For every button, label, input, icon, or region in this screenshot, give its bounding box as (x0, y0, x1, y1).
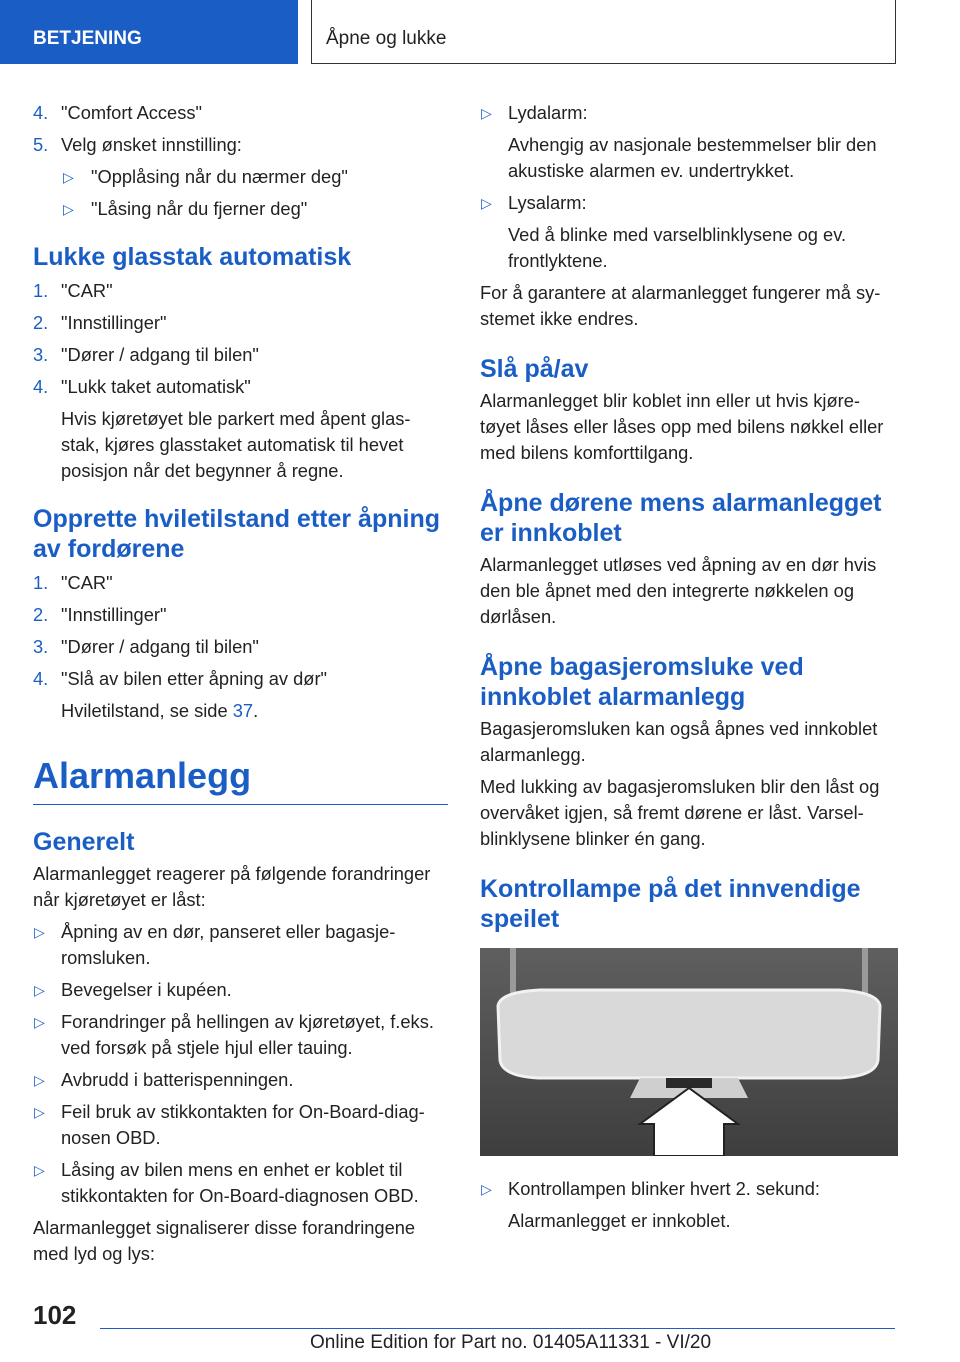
list-item: 4. "Comfort Access" (33, 102, 202, 123)
section-tab: BETJENING (0, 0, 298, 64)
triangle-bullet-icon: ▷ (34, 982, 45, 998)
bullet-item: ▷ Åpning av en dør, panseret eller bagasje‐ romsluken. (34, 921, 396, 968)
heading-hviletilstand: Opprette hviletilstand etter åpning av fordørene (33, 505, 440, 563)
triangle-bullet-icon: ▷ (63, 169, 74, 185)
generelt-outro: Alarmanlegget signaliserer disse forandringene med lyd og lys: (33, 1217, 416, 1264)
bullet-item: ▷ Lydalarm: (480, 100, 898, 126)
triangle-bullet-icon: ▷ (481, 105, 492, 121)
triangle-bullet-icon: ▷ (34, 924, 45, 940)
triangle-bullet-icon: ▷ (34, 1162, 45, 1178)
list-item: 3. "Dører / adgang til bilen" (33, 636, 259, 657)
bullet-item: ▷ Kontrollampen blinker hvert 2. sekund: (480, 1176, 898, 1202)
heading-kontrollampe: Kontrollampe på det innvendige speilet (480, 875, 861, 933)
bagasje-text-1: Bagasjeromsluken kan også åpnes ved innkoblet alarmanlegg. (480, 718, 878, 765)
heading-slaa-paa-av: Slå på/av (480, 355, 589, 383)
page-link[interactable]: 37 (232, 700, 254, 721)
bagasje-text-2: Med lukking av bagasjeromsluken blir den låst og overvåket igjen, så fremt dørene er låst. Varsel‐ blinklysene blinker én gang. (480, 776, 880, 849)
list-item: 1. "CAR" (33, 572, 113, 593)
hvile-note: Hviletilstand, se side 37. (61, 700, 259, 721)
list-item: 3. "Dører / adgang til bilen" (33, 344, 259, 365)
garanti-text: For å garantere at alarmanlegget fungerer må sy‐ stemet ikke endres. (480, 282, 881, 329)
triangle-bullet-icon: ▷ (63, 201, 74, 217)
bullet-item: ▷ Bevegelser i kupéen. (33, 977, 448, 1003)
right-column (480, 100, 898, 1234)
left-column (33, 100, 448, 1267)
bullet-item: ▷ Lysalarm: (480, 190, 898, 216)
generelt-intro: Alarmanlegget reagerer på følgende forandringer når kjøretøyet er låst: (33, 863, 431, 910)
page-number: 102 (33, 1300, 77, 1330)
slaa-text: Alarmanlegget blir koblet inn eller ut hvis kjøre‐ tøyet låses eller låses opp med bilens nøkkel eller med bilens komforttilgang. (480, 390, 884, 463)
list-item: 4. "Lukk taket automatisk" (33, 376, 251, 397)
heading-glasstak: Lukke glasstak automatisk (33, 243, 352, 271)
triangle-bullet-icon: ▷ (481, 1181, 492, 1197)
bullet-item: ▷ Låsing av bilen mens en enhet er koblet til stikkontakten for On-Board-diagnosen OBD. (34, 1159, 419, 1206)
glasstak-note: Hvis kjøretøyet ble parkert med åpent glas‐ stak, kjøres glasstaket automatisk til hevet posisjon når det begynner å regne. (61, 408, 411, 481)
rearview-mirror-icon (480, 948, 898, 1156)
bullet-detail: Avhengig av nasjonale bestemmelser blir den akustiske alarmen ev. undertrykket. (508, 134, 877, 181)
triangle-bullet-icon: ▷ (34, 1104, 45, 1120)
heading-doerer: Åpne dørene mens alarmanlegget er innkoblet (480, 489, 882, 547)
triangle-bullet-icon: ▷ (34, 1072, 45, 1088)
list-item: 4. "Slå av bilen etter åpning av dør" (33, 668, 328, 689)
triangle-bullet-icon: ▷ (34, 1014, 45, 1030)
list-item: 2. "Innstillinger" (33, 312, 167, 333)
heading-alarmanlegg: Alarmanlegg (33, 755, 252, 796)
heading-bagasje: Åpne bagasjeromsluke ved innkoblet alarmanlegg (480, 653, 804, 711)
doerer-text: Alarmanlegget utløses ved åpning av en dør hvis den ble åpnet med den integrerte nøkkelen og dørlåsen. (480, 554, 877, 627)
list-item: 1. "CAR" (33, 280, 113, 301)
heading-rule (33, 804, 448, 805)
edition-text: Online Edition for Part no. 01405A11331 - VI/20 (310, 1332, 712, 1353)
bullet-item: ▷ Forandringer på hellingen av kjøretøyet, f.eks. ved forsøk på stjele hjul eller tauing. (34, 1011, 434, 1058)
list-item: 5. Velg ønsket innstilling: (33, 134, 242, 155)
bullet-item: ▷ Feil bruk av stikkontakten for On-Board-diag‐ nosen OBD. (34, 1101, 425, 1148)
sub-bullet: ▷ "Låsing når du fjerner deg" (33, 196, 448, 222)
bullet-item: ▷ Avbrudd i batterispenningen. (33, 1067, 448, 1093)
triangle-bullet-icon: ▷ (481, 195, 492, 211)
heading-generelt: Generelt (33, 828, 135, 856)
bullet-detail: Alarmanlegget er innkoblet. (508, 1210, 731, 1231)
mirror-illustration (480, 948, 898, 1156)
chapter-title: Åpne og lukke (311, 0, 896, 64)
bullet-detail: Ved å blinke med varselblinklysene og ev. frontlyktene. (508, 224, 847, 271)
sub-bullet: ▷ "Opplåsing når du nærmer deg" (33, 164, 448, 190)
footer-rule (100, 1328, 895, 1329)
list-item: 2. "Innstillinger" (33, 604, 167, 625)
